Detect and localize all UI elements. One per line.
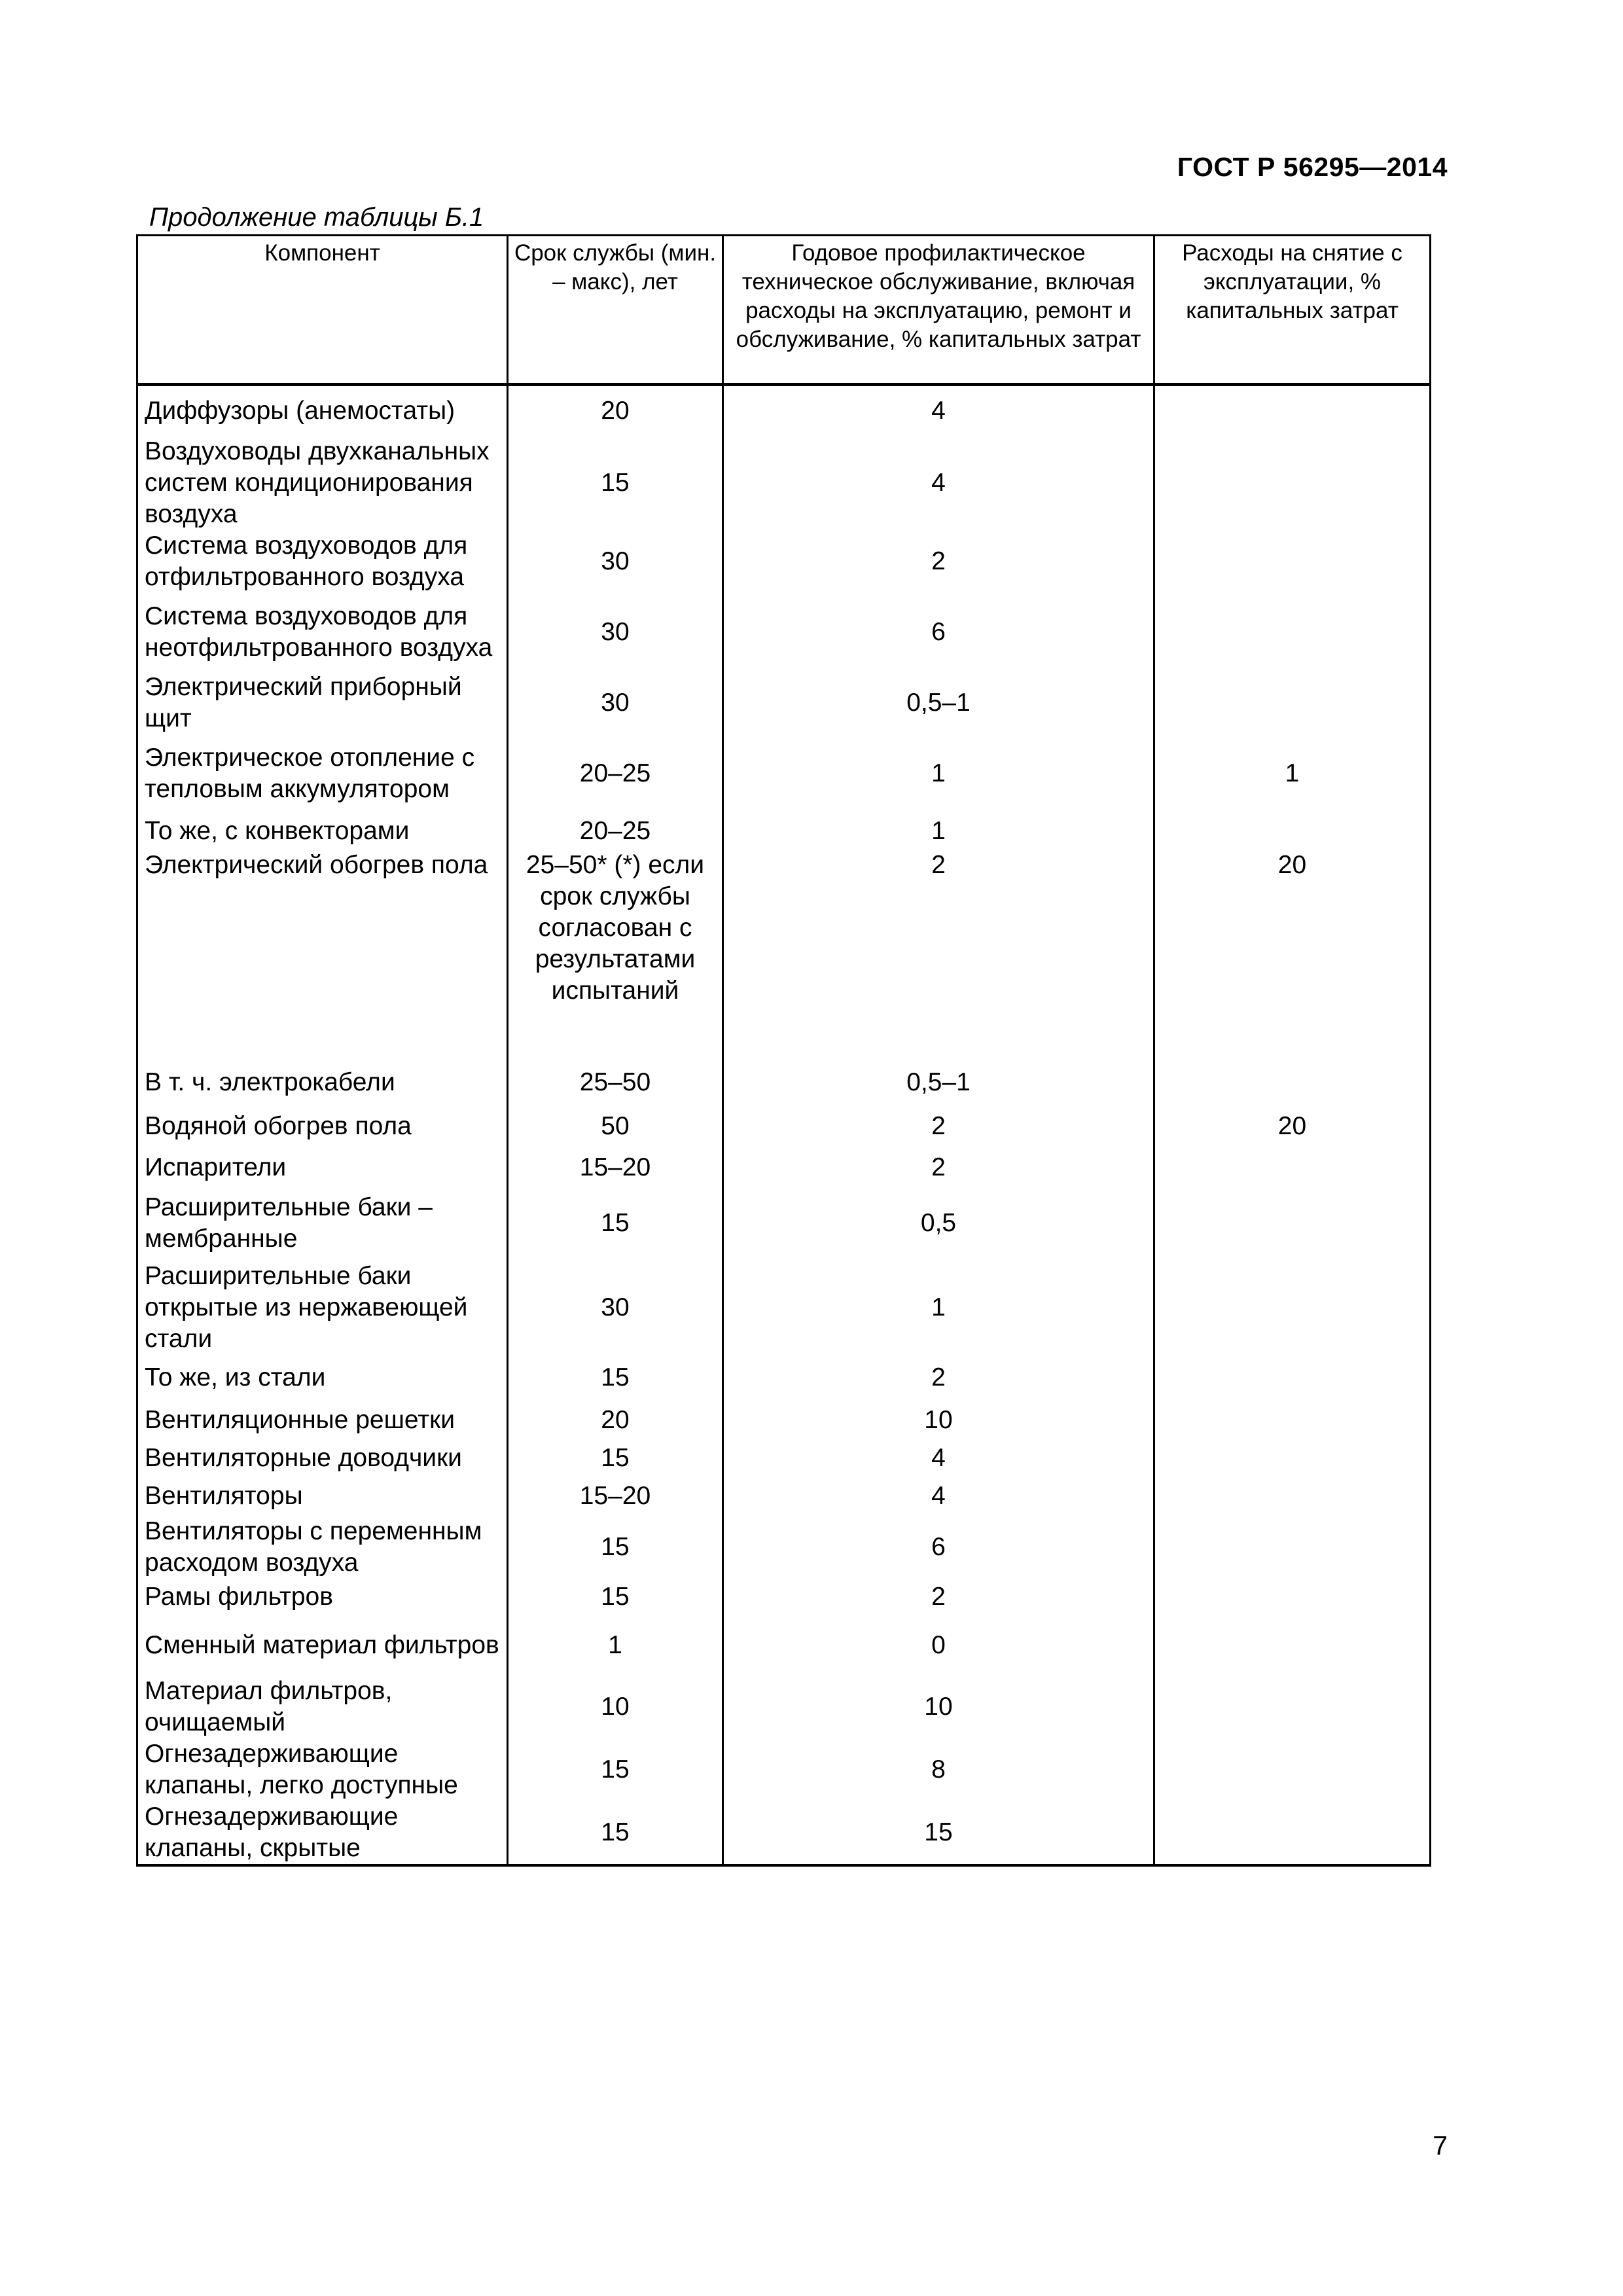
table-row [137,1579,1431,1615]
cell-decommission [1154,1062,1431,1103]
cell-service-life: 10 [508,1676,723,1738]
cell-service-life: 1 [508,1615,723,1676]
cell-decommission [1154,813,1431,850]
document-code: ГОСТ Р 56295—2014 [1177,152,1448,182]
column-header-decommission: Расходы на снятие с эксплуатации, % капитальных затрат [1154,236,1431,385]
cell-service-life: 15 [508,1516,723,1579]
cell-maintenance: 4 [723,385,1154,436]
cell-maintenance: 2 [723,1149,1154,1186]
cell-service-life: 25–50* (*) если срок службы согласован с результатами испытаний [508,850,723,1062]
table-row [137,1149,1431,1186]
cell-component: Вентиляторы с переменным расходом воздуха [137,1516,508,1579]
cell-component: Водяной обогрев пола [137,1103,508,1149]
cell-decommission [1154,1615,1431,1676]
cell-component: Испарители [137,1149,508,1186]
cell-decommission: 20 [1154,1103,1431,1149]
cell-component: Рамы фильтров [137,1579,508,1615]
cell-component: Расширительные баки – мембранные [137,1186,508,1261]
cell-component: Электрический приборный щит [137,672,508,734]
cell-decommission [1154,385,1431,436]
cell-decommission: 1 [1154,734,1431,813]
cell-service-life: 50 [508,1103,723,1149]
cell-service-life: 15–20 [508,1477,723,1516]
cell-component: То же, с конвекторами [137,813,508,850]
cell-service-life: 15 [508,1186,723,1261]
table-row [137,734,1431,813]
cell-decommission: 20 [1154,850,1431,1062]
cell-component: Вентиляторные доводчики [137,1440,508,1477]
cell-decommission [1154,1516,1431,1579]
column-header-component: Компонент [137,236,508,385]
table-row [137,1676,1431,1738]
cell-decommission [1154,672,1431,734]
table-row [137,672,1431,734]
table-row [137,1261,1431,1355]
cell-decommission [1154,1477,1431,1516]
cell-decommission [1154,1261,1431,1355]
table-row [137,1401,1431,1440]
cell-maintenance: 0,5–1 [723,1062,1154,1103]
cell-service-life: 20 [508,385,723,436]
table-row [137,1615,1431,1676]
cell-decommission [1154,436,1431,530]
cell-maintenance: 10 [723,1676,1154,1738]
table-row [137,1103,1431,1149]
cell-decommission [1154,1401,1431,1440]
cell-component: Электрическое отопление с тепловым аккумулятором [137,734,508,813]
table-row [137,1516,1431,1579]
cell-service-life: 15 [508,436,723,530]
cell-component: То же, из стали [137,1355,508,1401]
cell-decommission [1154,1738,1431,1801]
cell-maintenance: 2 [723,1579,1154,1615]
cell-service-life: 25–50 [508,1062,723,1103]
cell-maintenance: 6 [723,593,1154,672]
cell-decommission [1154,1801,1431,1865]
table-row [137,850,1431,1062]
table-row [137,530,1431,593]
cell-component: Система воздуховодов для неотфильтрованного воздуха [137,593,508,672]
cell-component: Диффузоры (анемостаты) [137,385,508,436]
cell-maintenance: 2 [723,530,1154,593]
cell-decommission [1154,593,1431,672]
table-row [137,1801,1431,1865]
cell-service-life: 15 [508,1738,723,1801]
page-number: 7 [1433,2130,1448,2161]
cell-maintenance: 1 [723,813,1154,850]
table-row [137,1440,1431,1477]
cell-service-life: 15 [508,1355,723,1401]
cell-decommission [1154,1149,1431,1186]
cell-service-life: 30 [508,1261,723,1355]
column-header-service-life: Срок службы (мин. – макс), лет [508,236,723,385]
table-row [137,1355,1431,1401]
cell-component: Материал фильтров, очищаемый [137,1676,508,1738]
cell-maintenance: 2 [723,1103,1154,1149]
cell-component: В т. ч. электрокабели [137,1062,508,1103]
cell-service-life: 20 [508,1401,723,1440]
cell-maintenance: 4 [723,1477,1154,1516]
cell-maintenance: 0 [723,1615,1154,1676]
cell-service-life: 15 [508,1801,723,1865]
table-row [137,1738,1431,1801]
cell-service-life: 30 [508,593,723,672]
table-header-row [137,236,1431,385]
cell-decommission [1154,1676,1431,1738]
cell-maintenance: 10 [723,1401,1154,1440]
column-header-maintenance: Годовое профилактическое техническое обслуживание, включая расходы на эксплуатацию, ремонт и обслуживание, % капитальных затрат [723,236,1154,385]
cell-component: Сменный материал фильтров [137,1615,508,1676]
table-row [137,385,1431,436]
table-row [137,813,1431,850]
cell-service-life: 15–20 [508,1149,723,1186]
cell-component: Огнезадерживающие клапаны, скрытые [137,1801,508,1865]
cell-component: Расширительные баки открытые из нержавеющей стали [137,1261,508,1355]
cell-decommission [1154,1355,1431,1401]
table-row [137,1477,1431,1516]
table-body [137,385,1431,1865]
cell-component: Огнезадерживающие клапаны, легко доступные [137,1738,508,1801]
table-row [137,1062,1431,1103]
cell-component: Электрический обогрев пола [137,850,508,1062]
cell-maintenance: 15 [723,1801,1154,1865]
cell-decommission [1154,1186,1431,1261]
cell-maintenance: 1 [723,734,1154,813]
table-caption: Продолжение таблицы Б.1 [149,203,484,232]
cell-decommission [1154,530,1431,593]
cell-service-life: 20–25 [508,734,723,813]
cell-component: Вентиляторы [137,1477,508,1516]
cell-component: Воздуховоды двухканальных систем кондиционирования воздуха [137,436,508,530]
table-row [137,1186,1431,1261]
cell-maintenance: 2 [723,850,1154,1062]
table-row [137,593,1431,672]
cell-service-life: 15 [508,1440,723,1477]
cell-maintenance: 0,5–1 [723,672,1154,734]
cell-maintenance: 1 [723,1261,1154,1355]
cell-maintenance: 6 [723,1516,1154,1579]
cell-maintenance: 0,5 [723,1186,1154,1261]
cell-component: Вентиляционные решетки [137,1401,508,1440]
cell-maintenance: 2 [723,1355,1154,1401]
cell-maintenance: 4 [723,1440,1154,1477]
cell-decommission [1154,1440,1431,1477]
cell-service-life: 30 [508,530,723,593]
cell-service-life: 15 [508,1579,723,1615]
cell-component: Система воздуховодов для отфильтрованного воздуха [137,530,508,593]
cell-decommission [1154,1579,1431,1615]
table-row [137,436,1431,530]
cell-service-life: 30 [508,672,723,734]
cell-service-life: 20–25 [508,813,723,850]
cell-maintenance: 8 [723,1738,1154,1801]
components-table [136,234,1431,1867]
cell-maintenance: 4 [723,436,1154,530]
